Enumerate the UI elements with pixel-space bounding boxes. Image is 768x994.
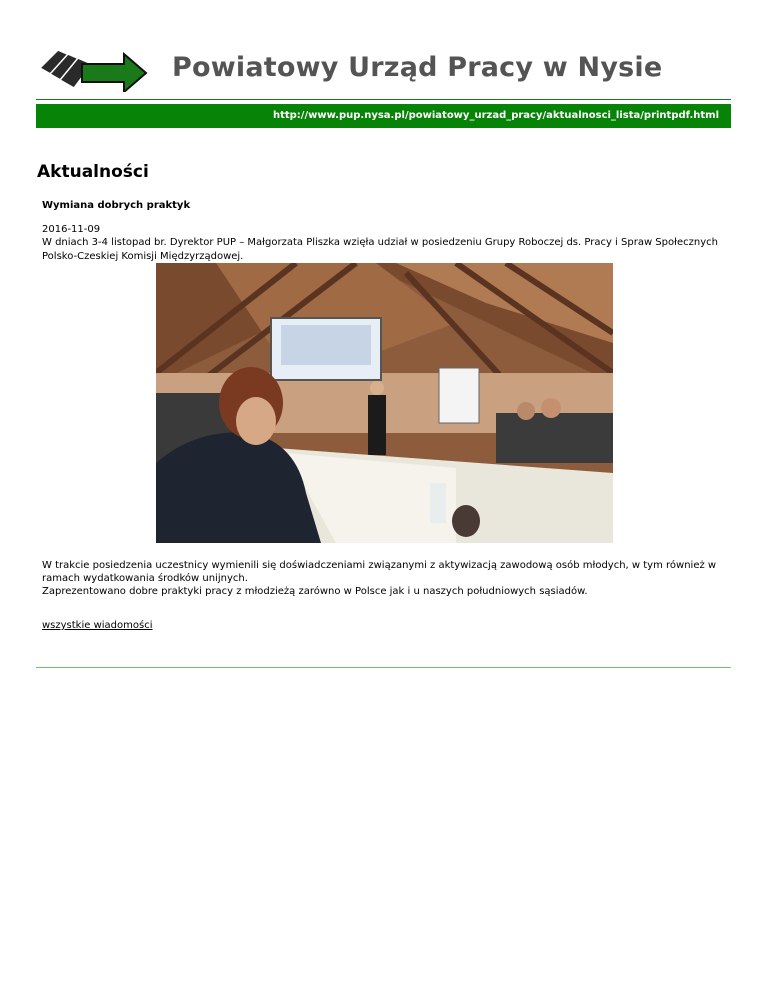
meeting-photo-illustration <box>156 263 613 543</box>
page-title: Aktualności <box>37 162 149 182</box>
site-title: Powiatowy Urząd Pracy w Nysie <box>172 52 663 83</box>
article-paragraph: W trakcie posiedzenia uczestnicy wymienili się doświadczeniami związanymi z aktywizacją zawodową osób młodych, w tym również w ramach wydatkowania środków unijnych. <box>42 560 717 584</box>
article-photo <box>156 263 613 543</box>
arrow-documents-logo-icon <box>38 44 148 92</box>
article-paragraph: Zaprezentowano dobre praktyki pracy z młodzieżą zarówno w Polsce jak i u naszych południowych sąsiadów. <box>42 586 588 597</box>
article-lead: W dniach 3-4 listopad br. Dyrektor PUP – Małgorzata Pliszka wzięła udział w posiedzeniu Grupy Roboczej ds. Pracy i Spraw Społecznych Polsko-Czeskiej Komisji Międzyrządowej. <box>42 237 718 262</box>
article-title: Wymiana dobrych praktyk <box>42 200 191 211</box>
footer-divider <box>36 667 731 668</box>
article-body <box>42 559 732 598</box>
page-header <box>38 38 732 98</box>
article-date: 2016-11-09 <box>42 224 101 235</box>
page-url-bar: http://www.pup.nysa.pl/powiatowy_urzad_pracy/aktualnosci_lista/printpdf.html <box>36 104 731 128</box>
header-divider <box>36 99 731 100</box>
all-news-link[interactable]: wszystkie wiadomości <box>42 620 153 631</box>
